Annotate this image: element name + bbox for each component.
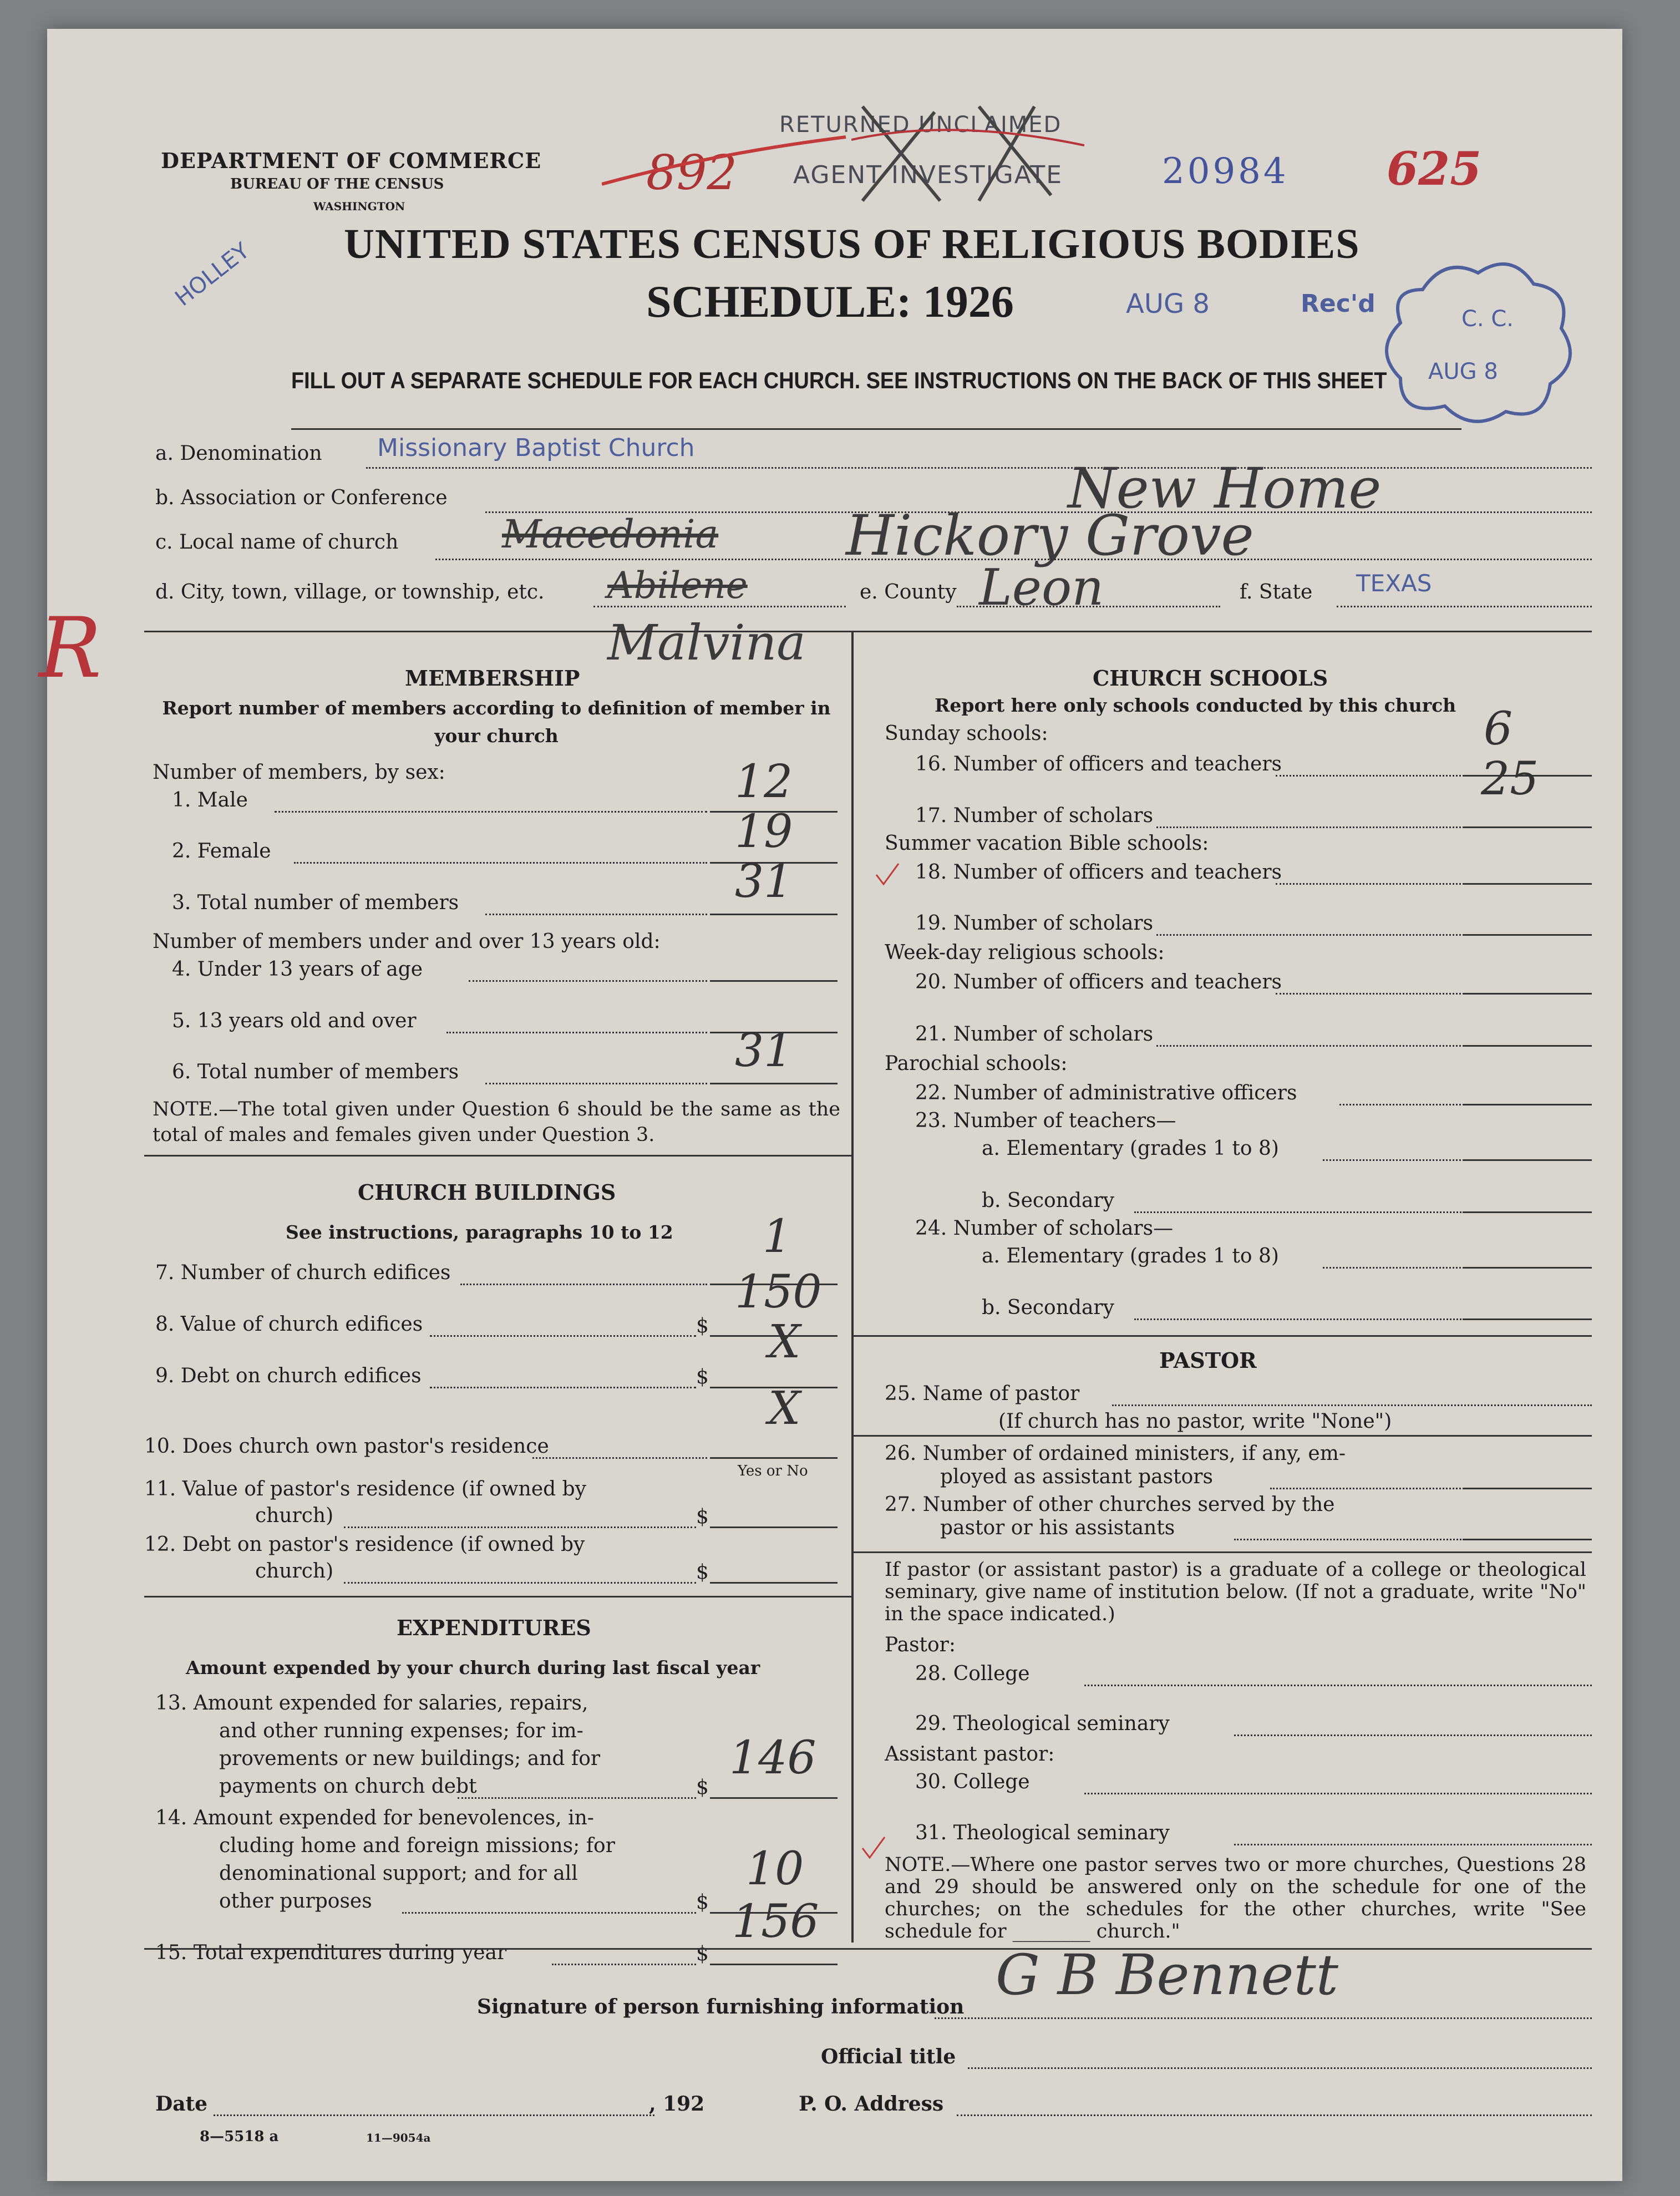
q26-leader bbox=[1270, 1488, 1464, 1489]
document-title: UNITED STATES CENSUS OF RELIGIOUS BODIES bbox=[344, 221, 1360, 267]
q8-leader bbox=[430, 1335, 696, 1337]
q22-leader bbox=[1339, 1104, 1464, 1105]
state-line bbox=[1337, 606, 1592, 607]
returned-unclaimed-stamp: RETURNED UNCLAIMED bbox=[779, 112, 1062, 138]
membership-bottom-rule bbox=[144, 1155, 851, 1157]
church-schools-intro: Report here only schools conducted by this church bbox=[935, 694, 1456, 716]
q6-answer-line bbox=[710, 1083, 838, 1084]
local-name-value[interactable]: Hickory Grove bbox=[846, 503, 1254, 568]
q7-edifices-value[interactable]: 1 bbox=[763, 1210, 792, 1263]
q14-value[interactable]: 10 bbox=[746, 1843, 804, 1895]
q21-answer-line bbox=[1464, 1045, 1592, 1047]
q2-leader bbox=[294, 862, 707, 864]
q23b-answer-line bbox=[1464, 1211, 1592, 1213]
q17-value[interactable]: 25 bbox=[1481, 753, 1539, 805]
q12-leader bbox=[344, 1582, 696, 1584]
q26-label-2: ployed as assistant pastors bbox=[940, 1465, 1213, 1488]
q24-label: 24. Number of scholars— bbox=[915, 1217, 1174, 1240]
q6-leader bbox=[485, 1083, 707, 1084]
q22-answer-line bbox=[1464, 1104, 1592, 1105]
footer-top-rule bbox=[144, 1948, 1592, 1950]
q19-label: 19. Number of scholars bbox=[915, 912, 1154, 935]
q2-female-label: 2. Female bbox=[172, 840, 271, 863]
summer-schools-label: Summer vacation Bible schools: bbox=[885, 832, 1209, 855]
q23b-label: b. Secondary bbox=[982, 1189, 1114, 1212]
expenditures-heading: EXPENDITURES bbox=[397, 1615, 591, 1640]
q27-label: 27. Number of other churches served by the bbox=[885, 1493, 1335, 1516]
signature-value[interactable]: G B Bennett bbox=[996, 1943, 1338, 2007]
po-address-line bbox=[957, 2114, 1592, 2116]
q14-line-2: cluding home and foreign missions; for bbox=[219, 1834, 615, 1857]
q23a-leader bbox=[1323, 1159, 1464, 1161]
agent-investigate-stamp: AGENT INVESTIGATE bbox=[793, 161, 1063, 189]
membership-note: NOTE.—The total given under Question 6 should be the same as the total of males and females given under Question 3. bbox=[153, 1098, 840, 1146]
county-value[interactable]: Leon bbox=[979, 559, 1104, 617]
q13-leader bbox=[458, 1797, 696, 1799]
q1-leader bbox=[275, 811, 707, 813]
local-name-struck: Macedonia bbox=[502, 511, 719, 557]
pastor-note: NOTE.—Where one pastor serves two or more churches, Questions 28 and 29 should be answered only on the schedule for one of the churches; on the schedules for the other churches, write "See schedule for ________ church." bbox=[885, 1854, 1586, 1943]
q21-leader bbox=[1156, 1045, 1464, 1047]
cc-stamp: C. C. bbox=[1461, 306, 1514, 332]
county-label: e. County bbox=[860, 581, 957, 603]
state-label: f. State bbox=[1240, 581, 1313, 603]
q2-female-value[interactable]: 19 bbox=[735, 805, 793, 858]
census-schedule-sheet: DEPARTMENT OF COMMERCE BUREAU OF THE CENSUS WASHINGTON RETURNED UNCLAIMED AGENT INVESTIGATE 20984 892 625 HOLLEY UNITED STATES CENSUS OF RELIGIOUS BODIES SCHEDULE: 1926 AUG 8 Rec'd C. C. AUG 8 FILL OUT A SEPARATE SCHEDULE FOR EACH CHURCH. SEE INSTRUCTIONS ON THE BACK OF THIS SHEET R a. Denomination Missionary Baptist Church b. Association or Conference New Home c. Local name of church Macedonia Hickory Grove d. City, town, village, or township, etc. Abilene e. County Leon f. State TEXAS Malvina MEMBERSHIP Report number of members according to definition of member in your church Number of members, by sex: 1. Male 12 2. Female 19 3. Total number of members 31 Number of members under and over 13 years old: 4. Under 13 years of age 5. 13 years old and over 6. Total number of members 31 NOTE.—The total given under Question 6 should be the same as the total of males and females given under Question 3. CHURCH BUILDINGS See instructions, paragraphs 10 to 12 7. Number of church edifices 1 8. Value of church edifices $ 150 9. Debt on church edifices $ X 10. Does church own pastor's residence X Yes or No 11. Value of pastor's residence (if owned by church) $ 12. Debt on pastor's residence (if owned by church) $ EXPENDITURES Amount expended by your church during last fiscal year 13. Amount expended for salaries, repairs, and other running expenses; for im- provements or new buildings; and for payments on church debt $ 146 14. Amount expended for benevolences, in- cluding home and foreign missions; for denominational support; and for all other purposes $ 10 15. Total expenditures during year $ 156 CHURCH SCHOOLS Report here only schools conducted by this church Sunday schools: 16. Number of officers and teachers 6 17. Number of scholars 25 Summer vacation Bible schools: 18. Number of officers and teachers 19. Number of scholars Week-day religious schools: 20. Number of officers and teachers 21. Number of scholars Parochial schools: 22. Number of administrative officers 23. Number of teachers— a. Elementary (grades 1 to 8) b. Secondary 24. Number of scholars— a. Elementary (grades 1 to 8) b. Secondary PASTOR 25. Name of pastor (If church has no pastor, write "None") 26. Number of ordained ministers, if any, em- ployed as assistant pastors 27. Number of other churches served by the pastor or his assistants If pastor (or assistant pastor) is a graduate of a college or theological seminary, give name of institution below. (If not a graduate, write "No" in the space indicated.) Pastor: 28. College 29. Theological seminary Assistant pastor: 30. College 31. Theological seminary NOTE.—Where one pastor serves two or more churches, Questions 28 and 29 should be answered only on the schedule for one of the churches; on the schedules for the other churches, write "See schedule for ________ church." Signature of person furnishing information G B Bennett Official title Date , 192 P. O. Address 8—5518 a 11—9054a bbox=[47, 29, 1622, 2181]
parochial-schools-label: Parochial schools: bbox=[885, 1052, 1068, 1075]
q13-line-1: 13. Amount expended for salaries, repairs, bbox=[155, 1692, 588, 1715]
q10-residence-label: 10. Does church own pastor's residence bbox=[144, 1435, 549, 1458]
q13-line-4: payments on church debt bbox=[219, 1775, 477, 1798]
q17-label: 17. Number of scholars bbox=[915, 804, 1154, 827]
q31-leader bbox=[1234, 1844, 1592, 1845]
q23a-answer-line bbox=[1464, 1159, 1592, 1161]
q17-answer-line bbox=[1464, 826, 1592, 828]
fill-out-instruction: FILL OUT A SEPARATE SCHEDULE FOR EACH CHURCH. SEE INSTRUCTIONS ON THE BACK OF THIS SHEET bbox=[291, 367, 1387, 393]
city-struck: Abilene bbox=[607, 564, 748, 607]
q11-answer-line bbox=[710, 1526, 838, 1528]
q5-over13-label: 5. 13 years old and over bbox=[172, 1010, 417, 1032]
yes-no-caption: Yes or No bbox=[738, 1463, 808, 1479]
q10-answer-line bbox=[710, 1457, 838, 1459]
received-stamp: Rec'd bbox=[1301, 290, 1376, 318]
q16-value[interactable]: 6 bbox=[1484, 703, 1513, 755]
date-label: Date bbox=[155, 2092, 208, 2116]
q13-value[interactable]: 146 bbox=[729, 1732, 816, 1784]
q15-leader bbox=[552, 1964, 696, 1965]
state-value[interactable]: TEXAS bbox=[1356, 570, 1432, 597]
city-value[interactable]: Malvina bbox=[607, 614, 806, 671]
red-checkmark-18 bbox=[874, 861, 901, 889]
q25-label: 25. Name of pastor bbox=[885, 1382, 1080, 1405]
church-buildings-sub: See instructions, paragraphs 10 to 12 bbox=[286, 1221, 673, 1243]
q4-answer-line bbox=[710, 980, 838, 982]
q24a-leader bbox=[1323, 1267, 1464, 1269]
q17-leader bbox=[1156, 826, 1464, 828]
members-by-sex-label: Number of members, by sex: bbox=[153, 761, 445, 784]
section-top-rule bbox=[144, 631, 1592, 632]
q14-line-4: other purposes bbox=[219, 1890, 372, 1913]
q3-answer-line bbox=[710, 914, 838, 915]
q24a-answer-line bbox=[1464, 1267, 1592, 1269]
q15-answer-line bbox=[710, 1964, 838, 1965]
q26-label: 26. Number of ordained ministers, if any, em- bbox=[885, 1442, 1346, 1465]
q14-line-3: denominational support; and for all bbox=[219, 1862, 578, 1885]
q31-label: 31. Theological seminary bbox=[915, 1822, 1170, 1844]
buildings-bottom-rule bbox=[144, 1596, 851, 1597]
graduate-instruction: If pastor (or assistant pastor) is a graduate of a college or theological seminary, give name of institution below. (If not a graduate, write "No" in the space indicated.) bbox=[885, 1559, 1586, 1625]
q13-line-3: provements or new buildings; and for bbox=[219, 1747, 601, 1770]
q16-label: 16. Number of officers and teachers bbox=[915, 753, 1282, 775]
membership-heading: MEMBERSHIP bbox=[405, 666, 580, 691]
q14-leader bbox=[402, 1912, 696, 1914]
q15-total-label: 15. Total expenditures during year bbox=[155, 1941, 507, 1964]
q19-leader bbox=[1156, 934, 1464, 936]
q21-label: 21. Number of scholars bbox=[915, 1023, 1154, 1046]
q8-value-value[interactable]: 150 bbox=[735, 1266, 822, 1318]
q10-residence-value[interactable]: X bbox=[768, 1382, 801, 1435]
column-divider bbox=[851, 631, 854, 1943]
date-year: , 192 bbox=[649, 2092, 705, 2116]
red-number: 625 bbox=[1387, 143, 1482, 196]
q23a-label: a. Elementary (grades 1 to 8) bbox=[982, 1137, 1279, 1160]
q24b-answer-line bbox=[1464, 1318, 1592, 1320]
pastor-label: Pastor: bbox=[885, 1634, 956, 1656]
q19-answer-line bbox=[1464, 934, 1592, 936]
weekday-schools-label: Week-day religious schools: bbox=[885, 941, 1165, 964]
cc-cloud-stamp bbox=[1378, 251, 1578, 434]
assistant-pastor-label: Assistant pastor: bbox=[885, 1743, 1055, 1766]
city-heading: WASHINGTON bbox=[313, 200, 405, 213]
header-rule bbox=[291, 428, 1461, 430]
q11-leader bbox=[344, 1526, 696, 1528]
q13-answer-line bbox=[710, 1797, 838, 1799]
association-value[interactable]: New Home bbox=[1068, 456, 1382, 521]
q7-leader bbox=[460, 1284, 707, 1285]
association-label: b. Association or Conference bbox=[155, 486, 448, 509]
date-line bbox=[214, 2114, 654, 2116]
schools-bottom-rule bbox=[851, 1335, 1592, 1337]
county-line bbox=[957, 606, 1220, 607]
q30-leader bbox=[1084, 1793, 1592, 1794]
q6-total-value[interactable]: 31 bbox=[735, 1025, 793, 1077]
q3-total-value[interactable]: 31 bbox=[735, 855, 793, 908]
red-r-mark: R bbox=[39, 600, 101, 697]
q27-answer-line bbox=[1464, 1539, 1592, 1540]
schedule-number: 20984 bbox=[1162, 151, 1289, 192]
q11-label-2: church) bbox=[255, 1504, 334, 1527]
q8-value-label: 8. Value of church edifices bbox=[155, 1313, 423, 1336]
q23-label: 23. Number of teachers— bbox=[915, 1109, 1176, 1132]
q20-answer-line bbox=[1464, 993, 1592, 995]
q9-leader bbox=[430, 1387, 696, 1388]
q25-leader bbox=[1112, 1404, 1592, 1406]
q4-leader bbox=[469, 980, 707, 982]
q27-leader bbox=[1234, 1539, 1464, 1540]
q12-label-2: church) bbox=[255, 1560, 334, 1583]
q26-answer-line bbox=[1464, 1488, 1592, 1489]
schedule-title: SCHEDULE: 1926 bbox=[646, 276, 1014, 327]
form-number: 8—5518 a bbox=[200, 2128, 279, 2145]
po-address-label: P. O. Address bbox=[799, 2092, 944, 2116]
q18-answer-line bbox=[1464, 883, 1592, 885]
q3-total-label: 3. Total number of members bbox=[172, 891, 459, 914]
q10-leader bbox=[532, 1457, 707, 1459]
q9-debt-label: 9. Debt on church edifices bbox=[155, 1365, 422, 1387]
q22-label: 22. Number of administrative officers bbox=[915, 1082, 1297, 1104]
members-by-age-label: Number of members under and over 13 years old: bbox=[153, 930, 661, 953]
q20-label: 20. Number of officers and teachers bbox=[915, 971, 1282, 993]
city-line bbox=[593, 606, 846, 607]
q12-answer-line bbox=[710, 1582, 838, 1584]
city-label: d. City, town, village, or township, etc. bbox=[155, 581, 545, 603]
q13-line-2: and other running expenses; for im- bbox=[219, 1720, 583, 1742]
q18-label: 18. Number of officers and teachers bbox=[915, 861, 1282, 884]
church-buildings-heading: CHURCH BUILDINGS bbox=[358, 1180, 616, 1205]
q1-male-label: 1. Male bbox=[172, 789, 248, 812]
q9-debt-value[interactable]: X bbox=[768, 1316, 801, 1368]
q24b-leader bbox=[1134, 1318, 1464, 1320]
holley-stamp: HOLLEY bbox=[170, 237, 255, 312]
q16-leader bbox=[1276, 775, 1464, 777]
sunday-schools-label: Sunday schools: bbox=[885, 722, 1048, 745]
q7-edifices-label: 7. Number of church edifices bbox=[155, 1261, 451, 1284]
q5-leader bbox=[446, 1032, 707, 1033]
signature-line bbox=[935, 2017, 1592, 2019]
denomination-label: a. Denomination bbox=[155, 442, 322, 465]
red-strike-line bbox=[602, 131, 851, 198]
q20-leader bbox=[1276, 993, 1464, 995]
denomination-value[interactable]: Missionary Baptist Church bbox=[377, 434, 695, 462]
q15-value[interactable]: 156 bbox=[732, 1895, 819, 1948]
q11-label: 11. Value of pastor's residence (if owned by bbox=[144, 1478, 587, 1500]
q29-leader bbox=[1234, 1735, 1592, 1736]
official-title-label: Official title bbox=[821, 2045, 956, 2068]
struck-number: 892 bbox=[646, 145, 738, 201]
q18-leader bbox=[1276, 883, 1464, 885]
q24a-label: a. Elementary (grades 1 to 8) bbox=[982, 1245, 1279, 1267]
q29-label: 29. Theological seminary bbox=[915, 1712, 1170, 1735]
q6-total-label: 6. Total number of members bbox=[172, 1061, 459, 1083]
q12-label: 12. Debt on pastor's residence (if owned by bbox=[144, 1533, 585, 1556]
bureau-heading: BUREAU OF THE CENSUS bbox=[230, 176, 444, 192]
q1-male-value[interactable]: 12 bbox=[735, 755, 793, 808]
q14-line-1: 14. Amount expended for benevolences, in- bbox=[155, 1807, 594, 1829]
official-title-line bbox=[968, 2067, 1592, 2069]
church-schools-heading: CHURCH SCHOOLS bbox=[1093, 666, 1328, 691]
department-heading: DEPARTMENT OF COMMERCE bbox=[161, 148, 542, 173]
expenditures-sub: Amount expended by your church during last fiscal year bbox=[186, 1657, 760, 1678]
q23b-leader bbox=[1134, 1211, 1464, 1213]
q27-bottom-rule bbox=[851, 1551, 1592, 1553]
q4-under13-label: 4. Under 13 years of age bbox=[172, 958, 423, 981]
q3-leader bbox=[485, 914, 707, 915]
denomination-line bbox=[366, 467, 1592, 469]
q28-label: 28. College bbox=[915, 1662, 1030, 1685]
aug-date-stamp: AUG 8 bbox=[1126, 288, 1210, 319]
local-name-label: c. Local name of church bbox=[155, 531, 399, 554]
q28-leader bbox=[1084, 1685, 1592, 1686]
q27-label-2: pastor or his assistants bbox=[940, 1517, 1175, 1539]
signature-label: Signature of person furnishing information bbox=[477, 1995, 965, 2019]
q30-label: 30. College bbox=[915, 1771, 1030, 1793]
cc-date-stamp: AUG 8 bbox=[1428, 359, 1498, 384]
x-strike-marks bbox=[851, 95, 1084, 212]
pastor-heading: PASTOR bbox=[1159, 1348, 1257, 1373]
q25-bottom-rule bbox=[851, 1435, 1592, 1437]
membership-intro: Report number of members according to definition of member in your church bbox=[162, 697, 831, 747]
q24b-label: b. Secondary bbox=[982, 1296, 1114, 1319]
print-number: 11—9054a bbox=[366, 2131, 431, 2144]
red-checkmark-31 bbox=[860, 1834, 887, 1862]
q25-note: (If church has no pastor, write "None") bbox=[998, 1410, 1392, 1433]
